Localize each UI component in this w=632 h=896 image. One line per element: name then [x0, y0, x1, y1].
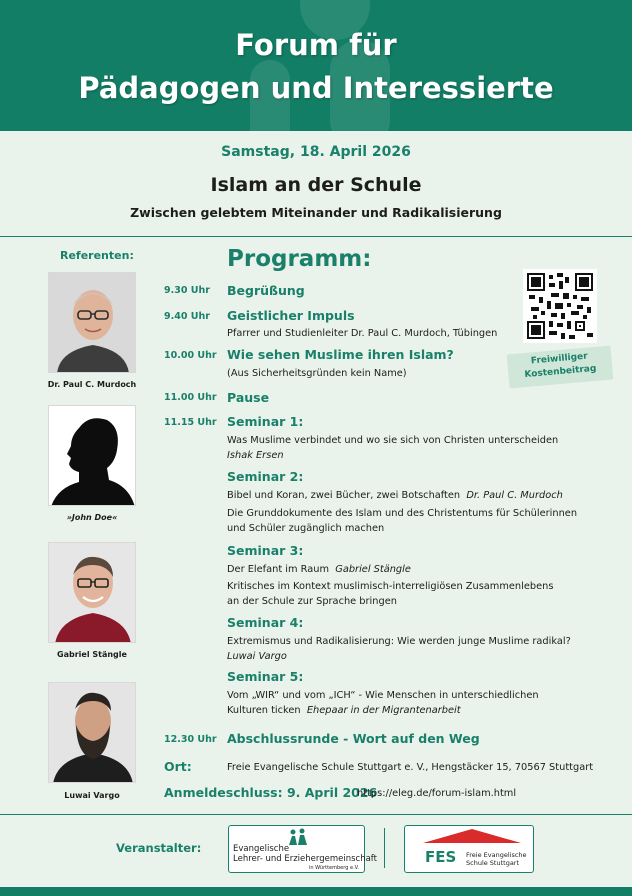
logo-eleg [228, 825, 377, 873]
seminar-title: Seminar 2: [227, 469, 304, 484]
speakers-label: Referenten: [60, 249, 134, 262]
logo-text: Freie Evangelische [466, 851, 527, 859]
seminar-title: Seminar 5: [227, 669, 304, 684]
speaker-caption: »John Doe« [66, 513, 118, 522]
seminar-speaker: Gabriel Stängle [335, 564, 411, 575]
logo-fes [404, 825, 534, 873]
program-time: 12.30 Uhr [164, 734, 217, 745]
people-icon [287, 828, 309, 846]
footer-strip [0, 887, 632, 896]
header-title-line1: Forum für [235, 28, 397, 62]
location-label: Ort: [164, 759, 192, 774]
event-title: Islam an der Schule [210, 174, 422, 196]
program-time: 11.00 Uhr [164, 392, 217, 403]
seminar-title: Seminar 4: [227, 615, 304, 630]
logo-text: in Württemberg e.V. [309, 865, 360, 871]
location-address: Freie Evangelische Schule Stuttgart e. V., Hengstäcker 15, 70567 Stuttgart [227, 762, 594, 773]
seminar-speaker: Dr. Paul C. Murdoch [466, 490, 563, 501]
seminar-text: Die Grunddokumente des Islam und des Christentums für Schülerinnen [227, 508, 578, 519]
badge-line: Kostenbeitrag [524, 363, 597, 381]
header-banner [0, 0, 632, 131]
seminar-title: Seminar 3: [227, 543, 304, 558]
seminar-text [227, 563, 411, 576]
seminar-text: Kritisches im Kontext muslimisch-interreligiösen Zusammenlebens [227, 581, 554, 592]
program-item-title: Begrüßung [227, 283, 305, 298]
qr-code[interactable] [523, 269, 597, 343]
program-item-text: Pfarrer und Studienleiter Dr. Paul C. Murdoch, Tübingen [227, 328, 498, 339]
program-time: 11.15 Uhr [164, 417, 217, 428]
program-time: 10.00 Uhr [164, 350, 217, 361]
logo-abbr: FES [425, 848, 457, 866]
divider [0, 814, 632, 815]
speaker-caption: Gabriel Stängle [57, 650, 127, 659]
logo-text: Lehrer- und Erziehergemeinschaft [233, 854, 377, 864]
speaker-caption: Dr. Paul C. Murdoch [47, 380, 137, 389]
program-time: 9.40 Uhr [164, 311, 210, 322]
registration-deadline: Anmeldeschluss: 9. April 2026 [164, 785, 378, 800]
program-item-title: Abschlussrunde - Wort auf den Weg [227, 731, 480, 746]
seminar-text: Was Muslime verbindet und wo sie sich von Christen unterscheiden [227, 435, 559, 446]
organizer-label: Veranstalter: [116, 841, 202, 855]
program-item-title: Pause [227, 390, 270, 405]
speaker-caption: Luwai Vargo [64, 791, 120, 800]
registration-link[interactable]: https://eleg.de/forum-islam.html [357, 788, 517, 799]
speaker-photo-silhouette [48, 405, 136, 506]
logo-text: Schule Stuttgart [466, 859, 520, 867]
event-subtitle: Zwischen gelebtem Miteinander und Radikalisierung [130, 205, 502, 220]
seminar-text-main: Bibel und Koran, zwei Bücher, zwei Botschaften [227, 490, 461, 501]
program-item-text: (Aus Sicherheitsgründen kein Name) [227, 368, 407, 379]
speaker-photo-murdoch [48, 272, 136, 373]
seminar-text: und Schüler zugänglich machen [227, 523, 385, 534]
seminar-speaker: Ehepaar in der Migrantenarbeit [306, 705, 461, 716]
program-item-title: Geistlicher Impuls [227, 308, 355, 323]
speaker-photo-vargo [48, 682, 136, 783]
seminar-text: an der Schule zur Sprache bringen [227, 596, 397, 607]
seminar-text-main: Der Elefant im Raum [227, 564, 329, 575]
seminar-speaker: Ishak Ersen [227, 450, 284, 461]
seminar-title: Seminar 1: [227, 414, 304, 429]
seminar-speaker: Luwai Vargo [227, 651, 287, 662]
voluntary-fee-badge [507, 346, 614, 389]
seminar-text-main: Kulturen ticken [227, 705, 301, 716]
seminar-text [227, 704, 461, 717]
program-title: Programm: [227, 246, 372, 272]
seminar-text: Vom „WIR“ und vom „ICH“ - Wie Menschen in unterschiedlichen [227, 690, 539, 701]
roof-icon [423, 829, 521, 843]
divider [0, 236, 632, 237]
speaker-photo-staengle [48, 542, 136, 643]
program-item-title: Wie sehen Muslime ihren Islam? [227, 347, 454, 362]
header-title-line2: Pädagogen und Interessierte [78, 71, 554, 105]
divider [384, 828, 385, 868]
event-date: Samstag, 18. April 2026 [221, 144, 411, 160]
seminar-text: Extremismus und Radikalisierung: Wie werden junge Muslime radikal? [227, 636, 571, 647]
badge-line: Freiwilliger [530, 351, 589, 367]
logo-text: Evangelische [233, 844, 290, 854]
program-time: 9.30 Uhr [164, 285, 210, 296]
seminar-text [227, 489, 563, 502]
